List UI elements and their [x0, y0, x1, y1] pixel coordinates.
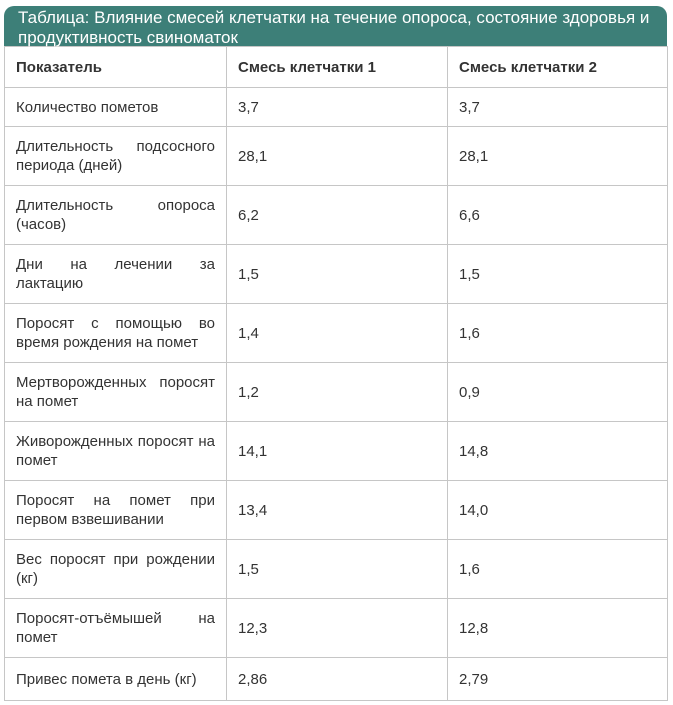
cell-mix-1: 6,2 [227, 186, 448, 245]
table-container [4, 6, 667, 701]
table-row [5, 599, 668, 658]
table-row [5, 481, 668, 540]
cell-mix-1: 13,4 [227, 481, 448, 540]
cell-mix-1: 1,2 [227, 363, 448, 422]
cell-mix-2: 14,8 [448, 422, 668, 481]
table-row [5, 245, 668, 304]
table-row [5, 127, 668, 186]
header-indicator: Показатель [5, 47, 227, 88]
table-caption: Таблица: Влияние смесей клетчатки на течение опороса, состояние здоровья и продуктивность свиноматок [4, 6, 667, 46]
cell-indicator: Поросят с помощью во время рождения на помет [5, 304, 227, 363]
cell-mix-2: 0,9 [448, 363, 668, 422]
header-mix-2: Смесь клетчатки 2 [448, 47, 668, 88]
cell-mix-2: 1,5 [448, 245, 668, 304]
cell-mix-2: 2,79 [448, 658, 668, 701]
cell-indicator: Привес помета в день (кг) [5, 658, 227, 701]
header-mix-1: Смесь клетчатки 1 [227, 47, 448, 88]
table-row [5, 88, 668, 127]
table-row [5, 186, 668, 245]
cell-mix-1: 28,1 [227, 127, 448, 186]
table-row [5, 304, 668, 363]
cell-indicator: Длительность опороса (часов) [5, 186, 227, 245]
table-row [5, 540, 668, 599]
cell-indicator: Живорожденных поросят на помет [5, 422, 227, 481]
cell-mix-2: 1,6 [448, 540, 668, 599]
cell-indicator: Длительность подсосного периода (дней) [5, 127, 227, 186]
cell-indicator: Мертворожденных поросят на помет [5, 363, 227, 422]
cell-mix-1: 1,5 [227, 540, 448, 599]
cell-mix-2: 28,1 [448, 127, 668, 186]
cell-mix-1: 12,3 [227, 599, 448, 658]
data-table [4, 46, 668, 701]
cell-mix-1: 1,5 [227, 245, 448, 304]
cell-indicator: Вес поросят при рождении (кг) [5, 540, 227, 599]
cell-indicator: Поросят на помет при первом взвешивании [5, 481, 227, 540]
cell-mix-2: 3,7 [448, 88, 668, 127]
table-row [5, 363, 668, 422]
cell-mix-1: 14,1 [227, 422, 448, 481]
cell-mix-1: 3,7 [227, 88, 448, 127]
header-row [5, 47, 668, 88]
cell-indicator: Поросят-отъёмышей на помет [5, 599, 227, 658]
cell-mix-2: 12,8 [448, 599, 668, 658]
table-body [5, 88, 668, 701]
cell-mix-2: 1,6 [448, 304, 668, 363]
cell-mix-1: 1,4 [227, 304, 448, 363]
cell-mix-2: 6,6 [448, 186, 668, 245]
cell-indicator: Количество пометов [5, 88, 227, 127]
cell-mix-2: 14,0 [448, 481, 668, 540]
table-row [5, 658, 668, 701]
table-row [5, 422, 668, 481]
cell-indicator: Дни на лечении за лактацию [5, 245, 227, 304]
cell-mix-1: 2,86 [227, 658, 448, 701]
